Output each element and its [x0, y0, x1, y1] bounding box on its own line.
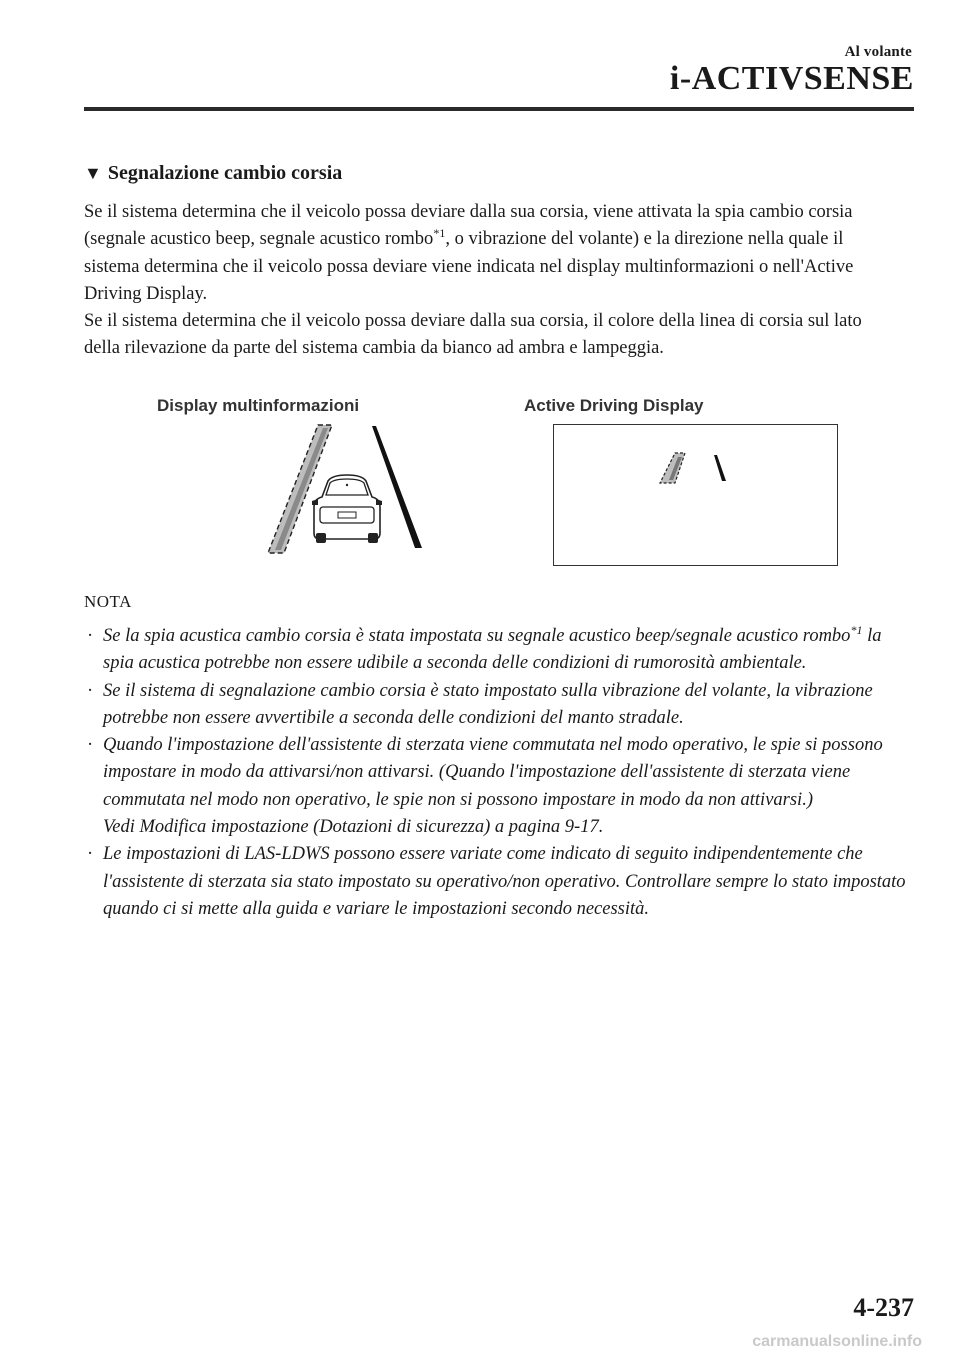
page-reference: Vedi Modifica impostazione (Dotazioni di sicurezza) a pagina 9-17. [103, 817, 604, 838]
body-text [84, 199, 884, 363]
note-item: · Se la spia acustica cambio corsia è stata impostata su segnale acustico beep/segnale acustico rombo$^{*1}$ la spia acustica potrebbe non essere udibile a seconda delle condizioni di rumorosità ambientale. [87, 622, 882, 674]
note-title: NOTA [84, 592, 132, 611]
footnote-marker: *1 [850, 622, 863, 637]
bullet-icon: · [87, 735, 94, 756]
watermark: carmanualsonline.info [752, 1333, 922, 1350]
adv-right-lane-line [714, 455, 726, 481]
figure-label-active-driving: Active Driving Display [524, 396, 704, 415]
bullet-icon: · [87, 680, 94, 701]
active-driving-display-frame [553, 424, 838, 566]
section-heading [84, 162, 342, 185]
body-paragraph-1: Se il sistema determina che il veicolo possa deviare dalla sua corsia, viene attivata la spia cambio corsia (segnale acustico beep, segnale acustico rombo$^{*1}$, o vibrazione del volante) e la direzione nella quale il sistema determina che il veicolo possa deviare viene indicata nel display multinformazioni o nell'Active Driving Display. [84, 202, 854, 304]
multinfo-display-illustration [262, 420, 432, 560]
chapter-title: i-ACTIVSENSE [669, 60, 914, 97]
note-item: · Se il sistema di segnalazione cambio corsia è stato impostato sulla vibrazione del volante, la vibrazione potrebbe non essere avvertibile a seconda delle condizioni del manto stradale. [84, 678, 914, 733]
body-paragraph-2: Se il sistema determina che il veicolo possa deviare dalla sua corsia, il colore della linea di corsia sul lato della rilevazione da parte del sistema cambia da bianco ad ambra e lampeggia. [84, 311, 862, 359]
figure-label-multinfo: Display multinformazioni [157, 396, 360, 415]
footnote-marker: *1 [433, 226, 446, 241]
bullet-icon: · [87, 626, 94, 646]
triangle-down-icon: ▼ [84, 163, 102, 183]
header-divider [84, 107, 914, 111]
page-number: 4-237 [853, 1293, 914, 1322]
car-icon [312, 475, 382, 543]
note-item: · Le impostazioni di LAS-LDWS possono essere variate come indicato di seguito indipendentemente che l'assistente di sterzata sia stato impostato su operativo/non operativo. Controllare sempre lo stato impostato quando ci si mette alla guida e variare le impostazioni secondo necessità. [84, 841, 914, 923]
active-driving-display-illustration [554, 425, 836, 564]
chapter-subtitle: Al volante [844, 44, 912, 60]
bullet-icon: · [87, 844, 94, 865]
note-item: · Quando l'impostazione dell'assistente di sterzata viene commutata nel modo operativo, le spie si possono impostare in modo da attivarsi/non attivarsi. (Quando l'impostazione dell'assistente di sterzata viene commutata nel modo non operativo, le spie non si possono impostare in modo da non attivarsi.) Vedi Modifica impostazione (Dotazioni di sicurezza) a pagina 9-17. [84, 732, 914, 841]
section-heading-text: Segnalazione cambio corsia [107, 162, 343, 184]
note-list [84, 623, 914, 923]
